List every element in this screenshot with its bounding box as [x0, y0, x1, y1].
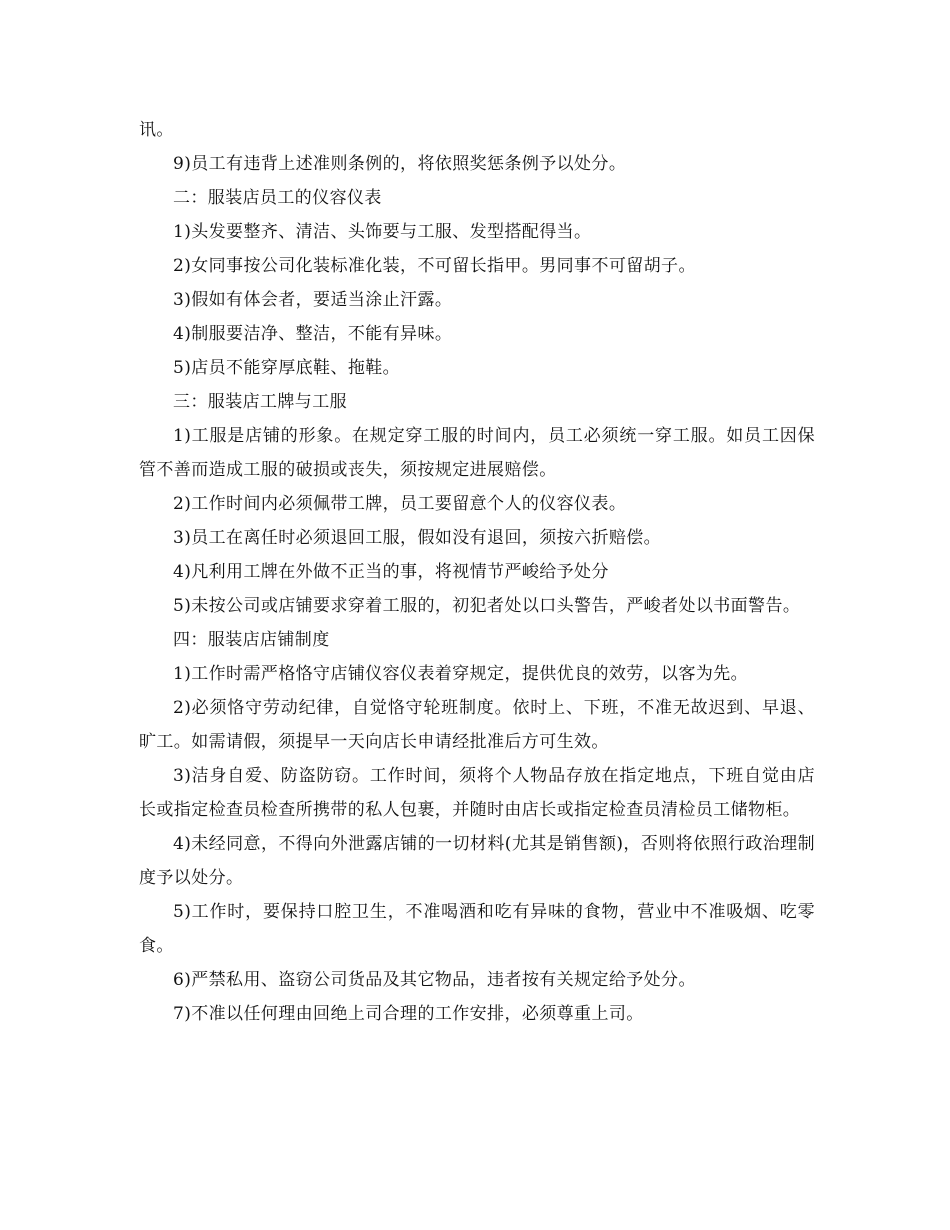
paragraph-rule-9: 9)员工有违背上述准则条例的，将依照奖惩条例予以处分。 — [173, 154, 627, 174]
document-page — [139, 113, 815, 1031]
paragraph-appearance-3: 3)假如有体会者，要适当涂止汗露。 — [173, 290, 453, 310]
section-heading-appearance: 二：服装店员工的仪容仪表 — [173, 188, 382, 208]
paragraph-store-rule-3: 3)洁身自爱、防盗防窃。工作时间，须将个人物品存放在指定地点，下班自觉由店长或指定检查员检查所携带的私人包裹，并随时由店长或指定检查员清检员工储物柜。 — [139, 766, 815, 820]
paragraph-store-rule-7: 7)不准以任何理由回绝上司合理的工作安排，必须尊重上司。 — [173, 1004, 644, 1024]
section-heading-badge-uniform: 三：服装店工牌与工服 — [173, 392, 347, 412]
paragraph-appearance-4: 4)制服要洁净、整洁，不能有异味。 — [173, 324, 453, 344]
paragraph-store-rule-2: 2)必须恪守劳动纪律，自觉恪守轮班制度。依时上、下班，不准无故迟到、早退、旷工。如需请假，须提早一天向店长申请经批准后方可生效。 — [139, 698, 815, 752]
paragraph-store-rule-5: 5)工作时，要保持口腔卫生，不准喝酒和吃有异味的食物，营业中不准吸烟、吃零食。 — [139, 902, 815, 956]
paragraph-uniform-1: 1)工服是店铺的形象。在规定穿工服的时间内，员工必须统一穿工服。如员工因保管不善而造成工服的破损或丧失，须按规定进展赔偿。 — [139, 426, 815, 480]
paragraph-store-rule-6: 6)严禁私用、盗窃公司货品及其它物品，违者按有关规定给予处分。 — [173, 970, 696, 990]
paragraph-appearance-2: 2)女同事按公司化装标准化装，不可留长指甲。男同事不可留胡子。 — [173, 256, 696, 276]
paragraph-uniform-4: 4)凡利用工牌在外做不正当的事，将视情节严峻给予处分 — [173, 562, 609, 582]
paragraph-continuation: 讯。 — [139, 120, 174, 140]
paragraph-store-rule-1: 1)工作时需严格恪守店铺仪容仪表着穿规定，提供优良的效劳，以客为先。 — [173, 664, 749, 684]
paragraph-uniform-5: 5)未按公司或店铺要求穿着工服的，初犯者处以口头警告，严峻者处以书面警告。 — [173, 596, 801, 616]
paragraph-appearance-5: 5)店员不能穿厚底鞋、拖鞋。 — [173, 358, 401, 378]
paragraph-appearance-1: 1)头发要整齐、清洁、头饰要与工服、发型搭配得当。 — [173, 222, 592, 242]
section-heading-store-rules: 四：服装店店铺制度 — [173, 630, 330, 650]
paragraph-store-rule-4: 4)未经同意，不得向外泄露店铺的一切材料(尤其是销售额)，否则将依照行政治理制度予以处分。 — [139, 834, 815, 888]
paragraph-uniform-2: 2)工作时间内必须佩带工牌，员工要留意个人的仪容仪表。 — [173, 494, 627, 514]
paragraph-uniform-3: 3)员工在离任时必须退回工服，假如没有退回，须按六折赔偿。 — [173, 528, 662, 548]
